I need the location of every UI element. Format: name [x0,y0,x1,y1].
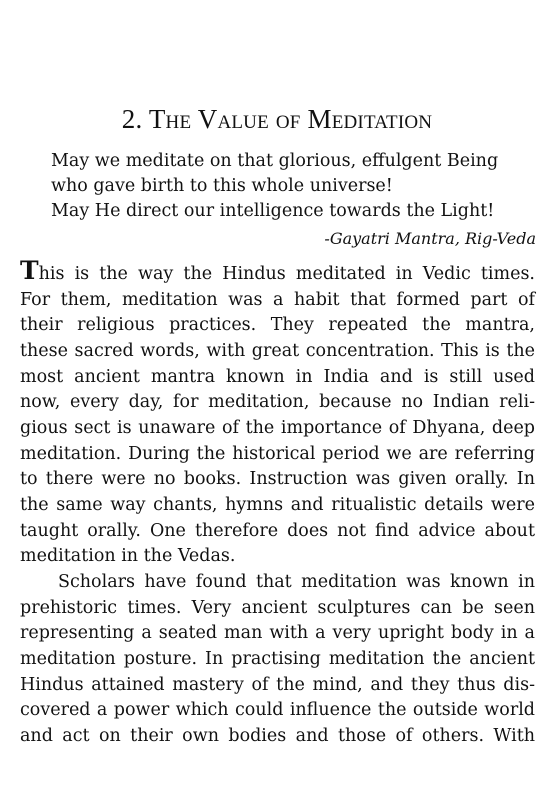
text-line-content: his is the way the Hindus meditated in Vedic times. [38,264,535,284]
epigraph-line: May we meditate on that glorious, effulgent Being [51,151,499,171]
epigraph-line: May He direct our intelligence towards the Light! [51,201,495,221]
text-line: meditation. During the historical period we are referring [20,443,535,464]
chapter-title: 2. The Value of Meditation [121,104,433,134]
text-line: For them, meditation was a habit that formed part of [20,289,535,310]
text-line [20,258,535,288]
text-line: their religious practices. They repeated the mantra, [20,315,535,336]
text-line: taught orally. One therefore does not find advice about [20,520,535,541]
text-line: Scholars have found that meditation was known in [58,571,535,592]
text-line: prehistoric times. Very ancient sculptures can be seen [20,597,535,618]
text-line: Hindus attained mastery of the mind, and they thus dis- [20,674,535,695]
text-line: now, every day, for meditation, because no Indian reli- [20,392,535,413]
text-line: and act on their own bodies and those of others. With [20,725,535,746]
epigraph-attribution: -Gayatri Mantra, Rig-Veda [324,229,536,248]
epigraph [51,149,536,224]
text-line: representing a seated man with a very upright body in a [20,623,535,644]
text-line: gious sect is unaware of the importance of Dhyana, deep [20,417,535,438]
epigraph-line: who gave birth to this whole universe! [51,176,393,196]
body-text [20,258,535,749]
text-line: meditation posture. In practising meditation the ancient [20,648,535,669]
drop-cap: T [20,256,39,285]
text-line: most ancient mantra known in India and is still used [20,366,535,387]
text-line: covered a power which could influence the outside world [20,700,535,721]
text-line: meditation in the Vedas. [20,546,236,567]
text-line: the same way chants, hymns and ritualistic details were [20,494,535,515]
text-line: these sacred words, with great concentration. This is the [20,340,535,361]
text-line: to there were no books. Instruction was given orally. In [20,469,535,490]
